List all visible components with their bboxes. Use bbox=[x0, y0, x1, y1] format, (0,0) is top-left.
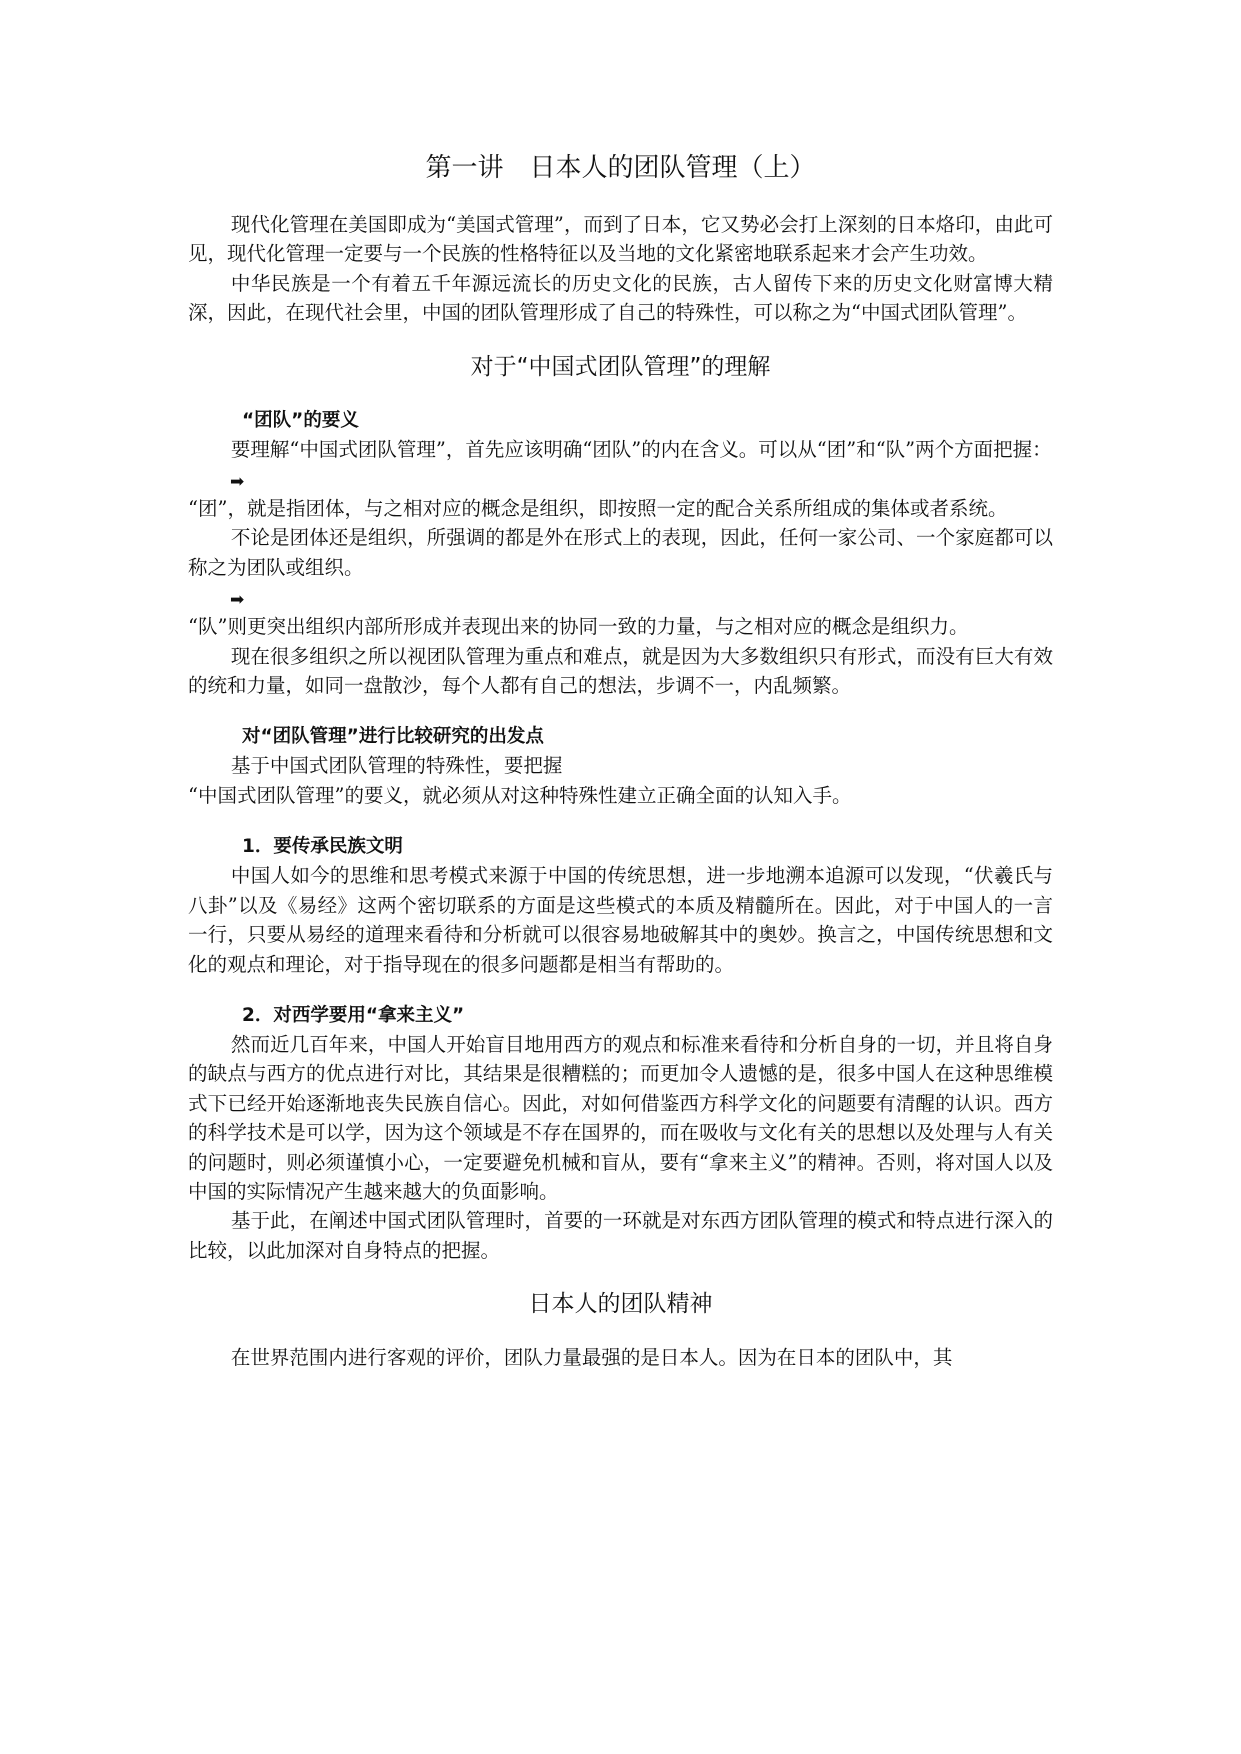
japanese-team-spirit-paragraph: 在世界范围内进行客观的评价，团队力量最强的是日本人。因为在日本的团队中，其 bbox=[230, 1346, 953, 1370]
organization-form-paragraph: 不论是团体还是组织，所强调的都是外在形式上的表现，因此，任何一家公司、一个家庭都可以称之为团队或组织。 bbox=[188, 526, 1053, 579]
dui-definition-paragraph: “队”则更突出组织内部所形成并表现出来的协同一致的力量，与之相对应的概念是组织力。 bbox=[188, 615, 969, 639]
subheading-comparative-study: 对“团队管理”进行比较研究的出发点 bbox=[242, 726, 544, 748]
team-meaning-paragraph-1: 要理解“中国式团队管理”，首先应该明确“团队”的内在含义。可以从“团”和“队”两个方面把握： bbox=[230, 437, 1052, 461]
subheading-point-1: 1．要传承民族文明 bbox=[242, 836, 403, 858]
subheading-point-2: 2．对西学要用“拿来主义” bbox=[242, 1004, 465, 1026]
comparative-study-paragraph-1: 基于中国式团队管理的特殊性，要把握 bbox=[230, 754, 563, 778]
comparative-study-paragraph-2: “中国式团队管理”的要义，就必须从对这种特殊性建立正确全面的认知入手。 bbox=[188, 783, 852, 807]
team-difficulty-paragraph: 现在很多组织之所以视团队管理为重点和难点，就是因为大多数组织只有形式，而没有巨大有效的统和力量，如同一盘散沙，每个人都有自己的想法，步调不一，内乱频繁。 bbox=[188, 644, 1053, 698]
intro-paragraph-2: 中华民族是一个有着五千年源远流长的历史文化的民族，古人留传下来的历史文化财富博大精深，因此，在现代社会里，中国的团队管理形成了自己的特殊性，可以称之为“中国式团队管理”。 bbox=[188, 271, 1053, 325]
arrow-bullet-icon: ➡ bbox=[230, 590, 245, 611]
intro-paragraph-1: 现代化管理在美国即成为“美国式管理”，而到了日本，它又势必会打上深刻的日本烙印，由此可见，现代化管理一定要与一个民族的性格特征以及当地的文化紧密地联系起来才会产生功效。 bbox=[188, 213, 1053, 266]
section-heading-understanding: 对于“中国式团队管理”的理解 bbox=[470, 353, 771, 380]
tuan-definition-paragraph: “团”，就是指团体，与之相对应的概念是组织，即按照一定的配合关系所组成的集体或者系统。 bbox=[188, 497, 1008, 521]
section-heading-japanese-team-spirit: 日本人的团队精神 bbox=[528, 1291, 713, 1318]
point-1-paragraph: 中国人如今的思维和思考模式来源于中国的传统思想，进一步地溯本追源可以发现，“伏羲氏与八卦”以及《易经》这两个密切联系的方面是这些模式的本质及精髓所在。因此，对于中国人的一言一行，只要从易经的道理来看待和分析就可以很容易地破解其中的奥妙。换言之，中国传统思想和文化的观点和理论，对于指导现在的很多问题都是相当有帮助的。 bbox=[188, 864, 1053, 976]
point-2-paragraph-1: 然而近几百年来，中国人开始盲目地用西方的观点和标准来看待和分析自身的一切，并且将自身的缺点与西方的优点进行对比，其结果是很糟糕的；而更加令人遗憾的是，很多中国人在这种思维模式下已经开始逐渐地丧失民族自信心。因此，对如何借鉴西方科学文化的问题要有清醒的认识。西方的科学技术是可以学，因为这个领域是不存在国界的，而在吸收与文化有关的思想以及处理与人有关的问题时，则必须谨慎小心，一定要避免机械和盲从，要有“拿来主义”的精神。否则，将对国人以及中国的实际情况产生越来越大的负面影响。 bbox=[188, 1032, 1053, 1203]
page-title: 第一讲 日本人的团队管理（上） bbox=[425, 153, 816, 183]
subheading-team-meaning: “团队”的要义 bbox=[242, 409, 359, 431]
point-2-paragraph-2: 基于此，在阐述中国式团队管理时，首要的一环就是对东西方团队管理的模式和特点进行深入的比较，以此加深对自身特点的把握。 bbox=[188, 1209, 1053, 1262]
arrow-bullet-icon: ➡ bbox=[230, 472, 245, 493]
